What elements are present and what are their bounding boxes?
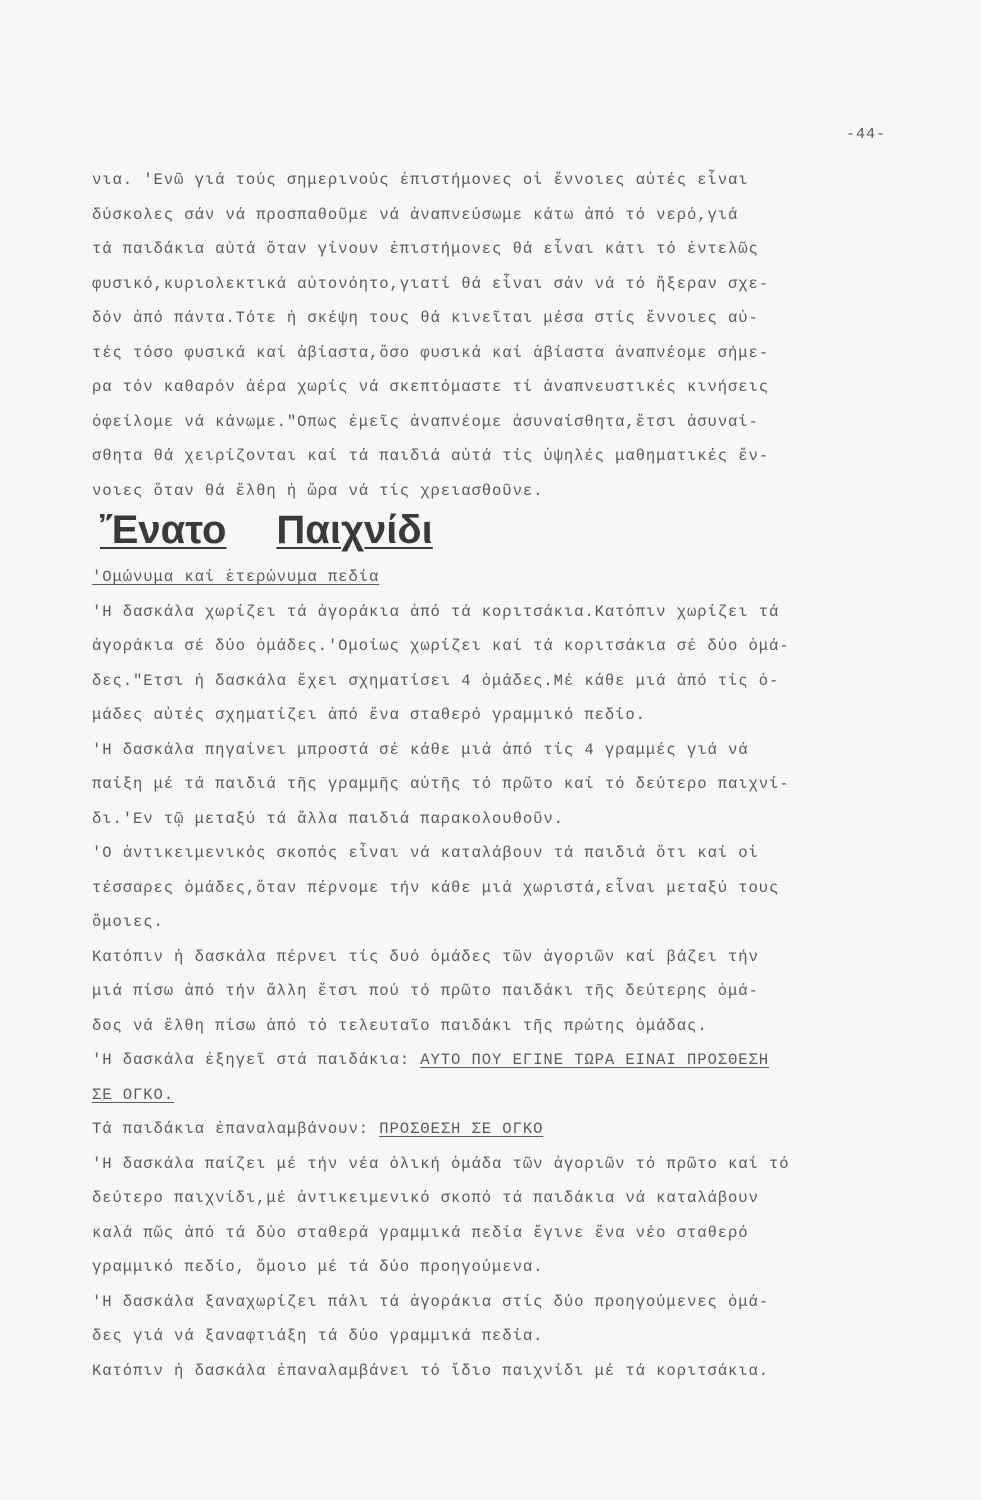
text-line: δύσκολες σάν νά προσπαθοῦμε νά ἀναπνεύσωμε κάτω ἀπό τό νερό,γιά (92, 205, 739, 224)
text-line: παίξη μέ τά παιδιά τῆς γραμμῆς αὐτῆς τό πρῶτο καί τό δεύτερο παιχνί- (92, 775, 790, 793)
explain-line (92, 1043, 932, 1078)
heading-word-2: Παιχνίδι (276, 508, 433, 552)
text-line: τέσσαρες ὁμάδες,ὅταν πέρνομε τήν κάθε μιά χωριστά,εἶναι μεταξύ τους (92, 878, 780, 897)
text-line: τά παιδάκια αὐτά ὅταν γίνουν ἐπιστήμονες θά εἶναι κάτι τό ἐντελῶς (92, 240, 759, 258)
text-line: καλά πῶς ἀπό τά δύο σταθερά γραμμικά πεδία ἔγινε ἕνα νέο σταθερό (92, 1223, 749, 1242)
explain-underlined-2: ΣΕ ΟΓΚΟ. (92, 1085, 175, 1104)
text-line: ρα τόν καθαρόν ἀέρα χωρίς νά σκεπτόμαστε τί ἀναπνευστικές κινήσεις (92, 378, 770, 396)
text-line: δος νά ἔλθη πίσω ἀπό τό τελευταῖο παιδάκι τῆς πρώτης ὁμάδας. (92, 1016, 708, 1035)
explain-line-cont (92, 1078, 932, 1113)
text-line: Κατόπιν ἡ δασκάλα πέρνει τίς δυό ὁμάδες τῶν ἀγοριῶν καί βάζει τήν (92, 947, 759, 966)
intro-paragraph (92, 163, 932, 508)
text-line: νοιες ὅταν θά ἔλθη ἡ ὥρα νά τίς χρειασθοῦνε. (92, 481, 544, 500)
text-line: 'Η δασκάλα χωρίζει τά ἀγοράκια ἀπό τά κοριτσάκια.Κατόπιν χωρίζει τά (92, 602, 780, 621)
text-line: ὅμοιες. (92, 913, 164, 931)
text-line: μιά πίσω ἀπό τήν ἄλλη ἔτσι πού τό πρῶτο παιδάκι τῆς δεύτερης ὁμά- (92, 982, 759, 1000)
text-line: Κατόπιν ἡ δασκάλα ἐπαναλαμβάνει τό ἴδιο παιχνίδι μέ τά κοριτσάκια. (92, 1361, 770, 1380)
text-line: δεύτερο παιχνίδι,μέ ἀντικειμενικό σκοπό τά παιδάκια νά καταλάβουν (92, 1189, 759, 1207)
text-line: νια. 'Ενῶ γιά τούς σημερινούς ἐπιστήμονες οἱ ἔννοιες αὐτές εἶναι (92, 171, 749, 189)
subtitle (92, 560, 932, 595)
text-line: δες."Ετσι ἡ δασκάλα ἔχει σχηματίσει 4 ὁμάδες.Μέ κάθε μιά ἀπό τίς ὁ- (92, 671, 780, 690)
text-line: φυσικό,κυριολεκτικά αὐτονόητο,γιατί θά εἶναι σάν νά τό ἤξεραν σχε- (92, 274, 770, 293)
explain-underlined-1: ΑΥΤΟ ΠΟΥ ΕΓΙΝΕ ΤΩΡΑ ΕΙΝΑΙ ΠΡΟΣΘΕΣΗ (420, 1051, 770, 1069)
repeat-underlined: ΠΡΟΣΘΕΣΗ ΣΕ ΟΓΚΟ (379, 1120, 544, 1138)
repeat-line (92, 1112, 932, 1147)
text-line: δόν ἀπό πάντα.Τότε ἡ σκέψη τους θά κινεῖται μέσα στίς ἔννοιες αὐ- (92, 309, 759, 327)
text-line: 'Η δασκάλα παίζει μέ τήν νέα ὁλική ὁμάδα τῶν ἀγοριῶν τό πρῶτο καί τό (92, 1154, 790, 1173)
explain-prefix: 'Η δασκάλα ἐξηγεῖ στά παιδάκια: (92, 1051, 421, 1069)
section-heading (100, 508, 433, 560)
text-line: τές τόσο φυσικά καί ἀβίαστα,ὅσο φυσικά καί ἀβίαστα ἀναπνέομε σήμε- (92, 343, 770, 362)
repeat-prefix: Τά παιδάκια ἐπαναλαμβάνουν: (92, 1120, 380, 1138)
text-line: γραμμικό πεδίο, ὅμοιο μέ τά δύο προηγούμενα. (92, 1258, 544, 1276)
text-line: 'Η δασκάλα ξαναχωρίζει πάλι τά ἀγοράκια στίς δύο προηγούμενες ὁμά- (92, 1292, 770, 1311)
text-line: ὀφείλομε νά κάνωμε."Οπως ἐμεῖς ἀναπνέομε ἀσυναίσθητα,ἔτσι ἀσυναί- (92, 412, 759, 431)
heading-word-1: Ἔνατο (100, 508, 227, 552)
subtitle-text: 'Ομώνυμα καί ἑτερώνυμα πεδία (92, 568, 380, 586)
text-line: μάδες αὐτές σχηματίζει ἀπό ἕνα σταθερό γραμμικό πεδίο. (92, 706, 646, 724)
text-line: σθητα θά χειρίζονται καί τά παιδιά αὐτά τίς ὑψηλές μαθηματικές ἔν- (92, 447, 770, 465)
text-line: ἀγοράκια σέ δύο ὁμάδες.'Ομοίως χωρίζει καί τά κοριτσάκια σέ δύο ὁμά- (92, 637, 790, 655)
text-line: δι.'Εν τῷ μεταξύ τά ἄλλα παιδιά παρακολουθοῦν. (92, 809, 564, 828)
page-number: -44- (846, 126, 887, 143)
text-line: 'Ο ἀντικειμενικός σκοπός εἶναι νά καταλάβουν τά παιδιά ὅτι καί οἱ (92, 844, 759, 862)
text-line: δες γιά νά ξαναφτιάξη τά δύο γραμμικά πεδία. (92, 1327, 544, 1345)
text-line: 'Η δασκάλα πηγαίνει μπροστά σέ κάθε μιά ἀπό τίς 4 γραμμές γιά νά (92, 740, 749, 759)
game-body (92, 560, 932, 1388)
